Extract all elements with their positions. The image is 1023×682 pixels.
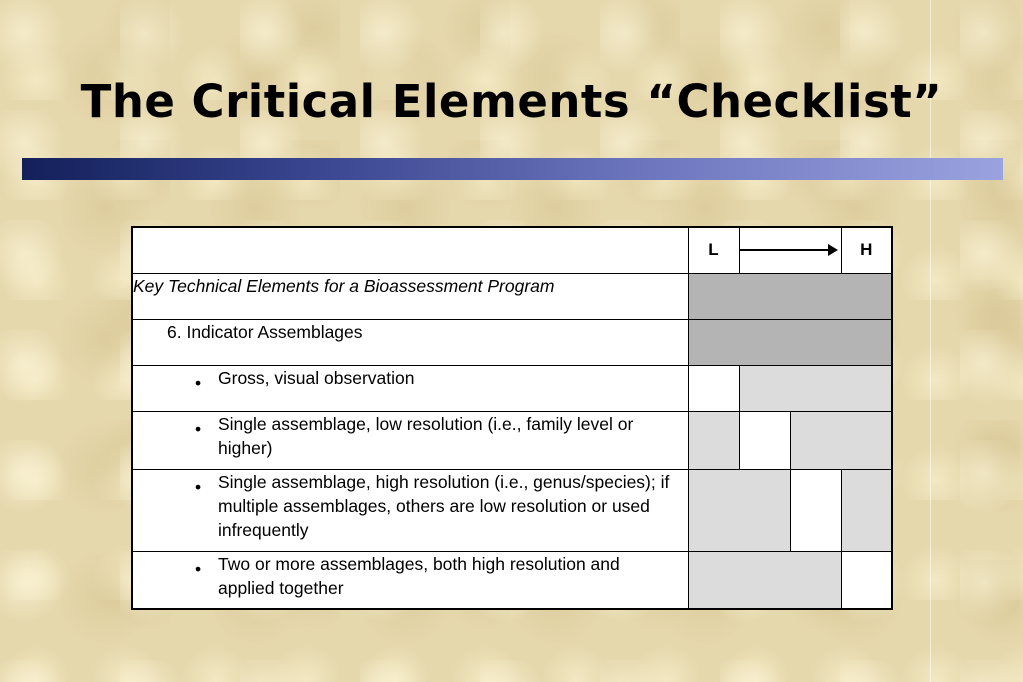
section-heading-row xyxy=(132,273,892,319)
row-text: Two or more assemblages, both high resolution and applied together xyxy=(218,553,620,598)
shaded-scale-cell xyxy=(688,273,892,319)
level-cell xyxy=(688,551,841,609)
bullet-icon: • xyxy=(195,558,202,579)
level-cell-selected xyxy=(739,411,790,469)
level-cell xyxy=(688,469,790,551)
table-row xyxy=(132,365,892,411)
row-text: Gross, visual observation xyxy=(218,367,415,388)
scale-arrow xyxy=(739,227,841,273)
row-text: Single assemblage, low resolution (i.e., family level or higher) xyxy=(218,413,634,458)
bullet-icon: • xyxy=(195,476,202,497)
scale-high-label: H xyxy=(841,227,892,273)
shaded-scale-cell xyxy=(688,319,892,365)
level-cell xyxy=(841,469,892,551)
header-blank-cell xyxy=(132,227,688,273)
level-cell xyxy=(688,411,739,469)
row-label xyxy=(132,551,688,609)
level-cell-selected xyxy=(841,551,892,609)
title-gradient-bar xyxy=(22,158,1003,180)
slide-title: The Critical Elements “Checklist” xyxy=(80,75,943,128)
section-heading: Key Technical Elements for a Bioassessment Program xyxy=(132,273,688,319)
element-title-row xyxy=(132,319,892,365)
scale-low-label: L xyxy=(688,227,739,273)
level-cell-selected xyxy=(790,469,841,551)
row-label xyxy=(132,365,688,411)
row-text: Single assemblage, high resolution (i.e., genus/species); if multiple assemblages, others are low resolution or used infrequently xyxy=(218,471,670,540)
bullet-icon: • xyxy=(195,418,202,439)
arrow-line xyxy=(740,249,834,251)
row-label xyxy=(132,411,688,469)
level-cell xyxy=(790,411,892,469)
scale-header-row xyxy=(132,227,892,273)
element-title: 6. Indicator Assemblages xyxy=(132,319,688,365)
row-label xyxy=(132,469,688,551)
arrow-right-icon xyxy=(828,244,838,256)
bullet-icon: • xyxy=(195,372,202,393)
checklist-table xyxy=(131,226,893,610)
level-cell xyxy=(739,365,892,411)
table-row xyxy=(132,469,892,551)
table-row xyxy=(132,551,892,609)
level-cell-selected xyxy=(688,365,739,411)
table-row xyxy=(132,411,892,469)
